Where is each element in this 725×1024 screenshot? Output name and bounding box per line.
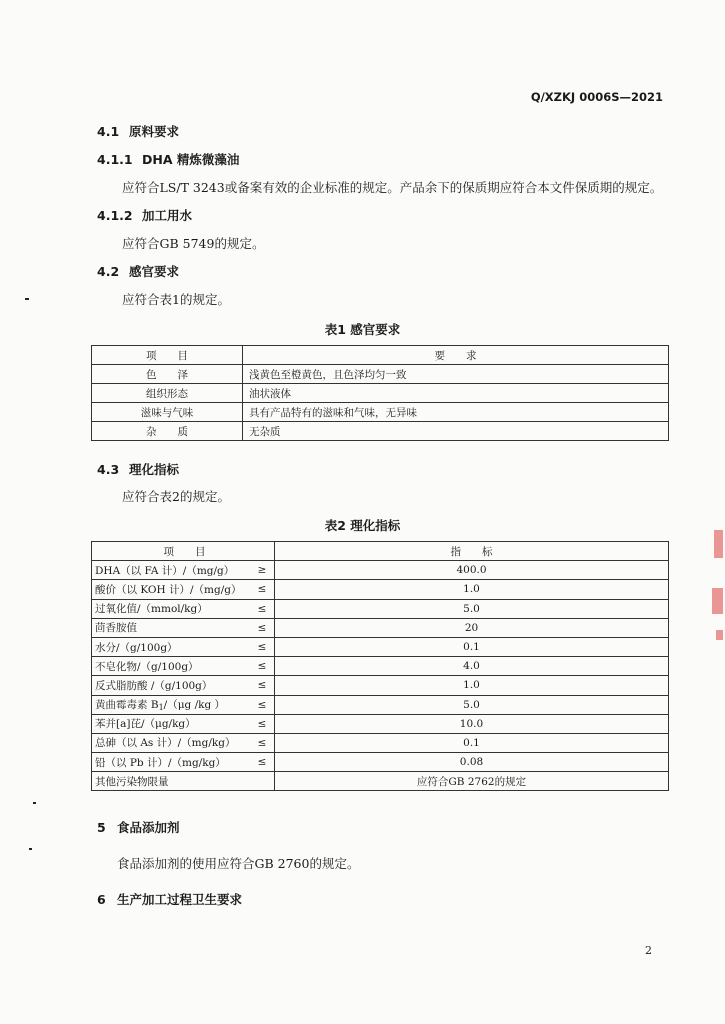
table-cell-item: 茴香胺值: [92, 618, 251, 637]
table-cell-requirement: 具有产品特有的滋味和气味，无异味: [243, 403, 669, 422]
table1-sensory-requirements: [91, 345, 669, 441]
table-row: [92, 580, 669, 599]
paragraph-4-2: 应符合表1的规定。: [122, 292, 230, 307]
table-cell-symbol: [250, 772, 275, 791]
table-cell-item: 不皂化物/（g/100g）: [92, 657, 251, 676]
table-cell-value: 5.0: [275, 695, 669, 714]
section-number: 6: [97, 892, 106, 907]
section-4-3-heading: [97, 460, 179, 478]
table-cell-value: 0.1: [275, 733, 669, 752]
table-cell-value: 10.0: [275, 714, 669, 733]
table1-caption: 表1 感官要求: [324, 322, 401, 337]
table2-caption: 表2 理化指标: [324, 518, 401, 533]
table-cell-symbol: ≤: [250, 676, 275, 695]
table-cell-item: 组织形态: [92, 384, 243, 403]
table-cell-item: 反式脂肪酸 /（g/100g）: [92, 676, 251, 695]
section-number: 4.3: [97, 462, 120, 477]
section-4-1-2-heading: [97, 206, 192, 224]
item-subscript: 1: [158, 703, 164, 713]
scan-mark: [33, 802, 36, 804]
document-code: Q/XZKJ 0006S—2021: [530, 90, 663, 104]
table-row: [92, 561, 669, 580]
seal-edge-mark: [716, 630, 723, 640]
section-number: 4.2: [97, 264, 120, 279]
table-cell-item: DHA（以 FA 计）/（mg/g）: [92, 561, 251, 580]
table-cell-value: 0.1: [275, 637, 669, 656]
table-cell-item: 总砷（以 As 计）/（mg/kg）: [92, 733, 251, 752]
table-cell-value: 20: [275, 618, 669, 637]
paragraph-4-3: 应符合表2的规定。: [122, 489, 230, 504]
table-cell-value: 4.0: [275, 657, 669, 676]
table-row: [92, 403, 669, 422]
section-title: 理化指标: [129, 462, 180, 477]
table-row: [92, 676, 669, 695]
page-number: 2: [645, 944, 652, 957]
table-cell-item: 杂 质: [92, 422, 243, 441]
section-5-heading: [97, 818, 180, 836]
table-header-cell: 项 目: [92, 542, 275, 561]
table-cell-symbol: ≤: [250, 733, 275, 752]
table-cell-symbol: ≤: [250, 695, 275, 714]
table-row: [92, 657, 669, 676]
table-cell-requirement: 油状液体: [243, 384, 669, 403]
scan-mark: [29, 848, 32, 850]
section-title: 原料要求: [129, 124, 180, 139]
table-row: [92, 422, 669, 441]
section-title: 生产加工过程卫生要求: [117, 892, 243, 907]
table-header-cell: 项 目: [92, 346, 243, 365]
paragraph-5: 食品添加剂的使用应符合GB 2760的规定。: [117, 856, 360, 871]
table-header-row: [92, 346, 669, 365]
table-row: [92, 772, 669, 791]
table-cell-value: 1.0: [275, 676, 669, 695]
seal-edge-mark: [712, 588, 723, 614]
section-6-heading: [97, 890, 242, 908]
item-text: /（μg /kg ）: [163, 699, 226, 712]
table-row: [92, 714, 669, 733]
section-number: 5: [97, 820, 106, 835]
table-cell-value: 1.0: [275, 580, 669, 599]
table-cell-symbol: ≤: [250, 637, 275, 656]
table-cell-item: 色 泽: [92, 365, 243, 384]
item-text: 黄曲霉毒素 B: [95, 699, 159, 712]
table-cell-item: 滋味与气味: [92, 403, 243, 422]
table-cell-value: 应符合GB 2762的规定: [275, 772, 669, 791]
section-4-1-heading: [97, 122, 179, 140]
table-cell-symbol: ≤: [250, 618, 275, 637]
section-title: 加工用水: [142, 208, 193, 223]
section-title: DHA 精炼微藻油: [142, 152, 240, 167]
table-cell-item: [92, 695, 251, 714]
table-cell-symbol: ≤: [250, 657, 275, 676]
section-4-1-1-heading: [97, 150, 239, 168]
table-row: [92, 618, 669, 637]
section-4-2-heading: [97, 262, 179, 280]
table-cell-item: 铅（以 Pb 计）/（mg/kg）: [92, 753, 251, 772]
table-header-cell: 指 标: [275, 542, 669, 561]
table-cell-item: 水分/（g/100g）: [92, 637, 251, 656]
section-number: 4.1.2: [97, 208, 133, 223]
section-number: 4.1: [97, 124, 120, 139]
table-cell-value: 0.08: [275, 753, 669, 772]
seal-edge-mark: [714, 530, 723, 558]
table-cell-item: 其他污染物限量: [92, 772, 251, 791]
table2-physicochemical-indicators: [91, 541, 669, 791]
table-cell-item: 苯并[a]芘/（μg/kg）: [92, 714, 251, 733]
section-title: 感官要求: [129, 264, 180, 279]
table-row: [92, 695, 669, 714]
scan-mark: [25, 298, 29, 300]
table-row: [92, 753, 669, 772]
table-cell-value: 5.0: [275, 599, 669, 618]
table-cell-item: 过氧化值/（mmol/kg）: [92, 599, 251, 618]
table-row: [92, 599, 669, 618]
table-row: [92, 384, 669, 403]
table-header-cell: 要 求: [243, 346, 669, 365]
table-cell-requirement: 无杂质: [243, 422, 669, 441]
table-cell-symbol: ≤: [250, 580, 275, 599]
table-row: [92, 733, 669, 752]
section-title: 食品添加剂: [117, 820, 180, 835]
table-cell-symbol: ≤: [250, 599, 275, 618]
paragraph-4-1-1: 应符合LS/T 3243或备案有效的企业标准的规定。产品余下的保质期应符合本文件保质期的规定。: [122, 180, 663, 195]
table-cell-value: 400.0: [275, 561, 669, 580]
section-number: 4.1.1: [97, 152, 133, 167]
table-cell-symbol: ≤: [250, 714, 275, 733]
table-header-row: [92, 542, 669, 561]
table-cell-symbol: ≥: [250, 561, 275, 580]
table-cell-symbol: ≤: [250, 753, 275, 772]
paragraph-4-1-2: 应符合GB 5749的规定。: [122, 236, 265, 251]
table-cell-item: 酸价（以 KOH 计）/（mg/g）: [92, 580, 251, 599]
table-row: [92, 365, 669, 384]
table-cell-requirement: 浅黄色至橙黄色，且色泽均匀一致: [243, 365, 669, 384]
table-row: [92, 637, 669, 656]
